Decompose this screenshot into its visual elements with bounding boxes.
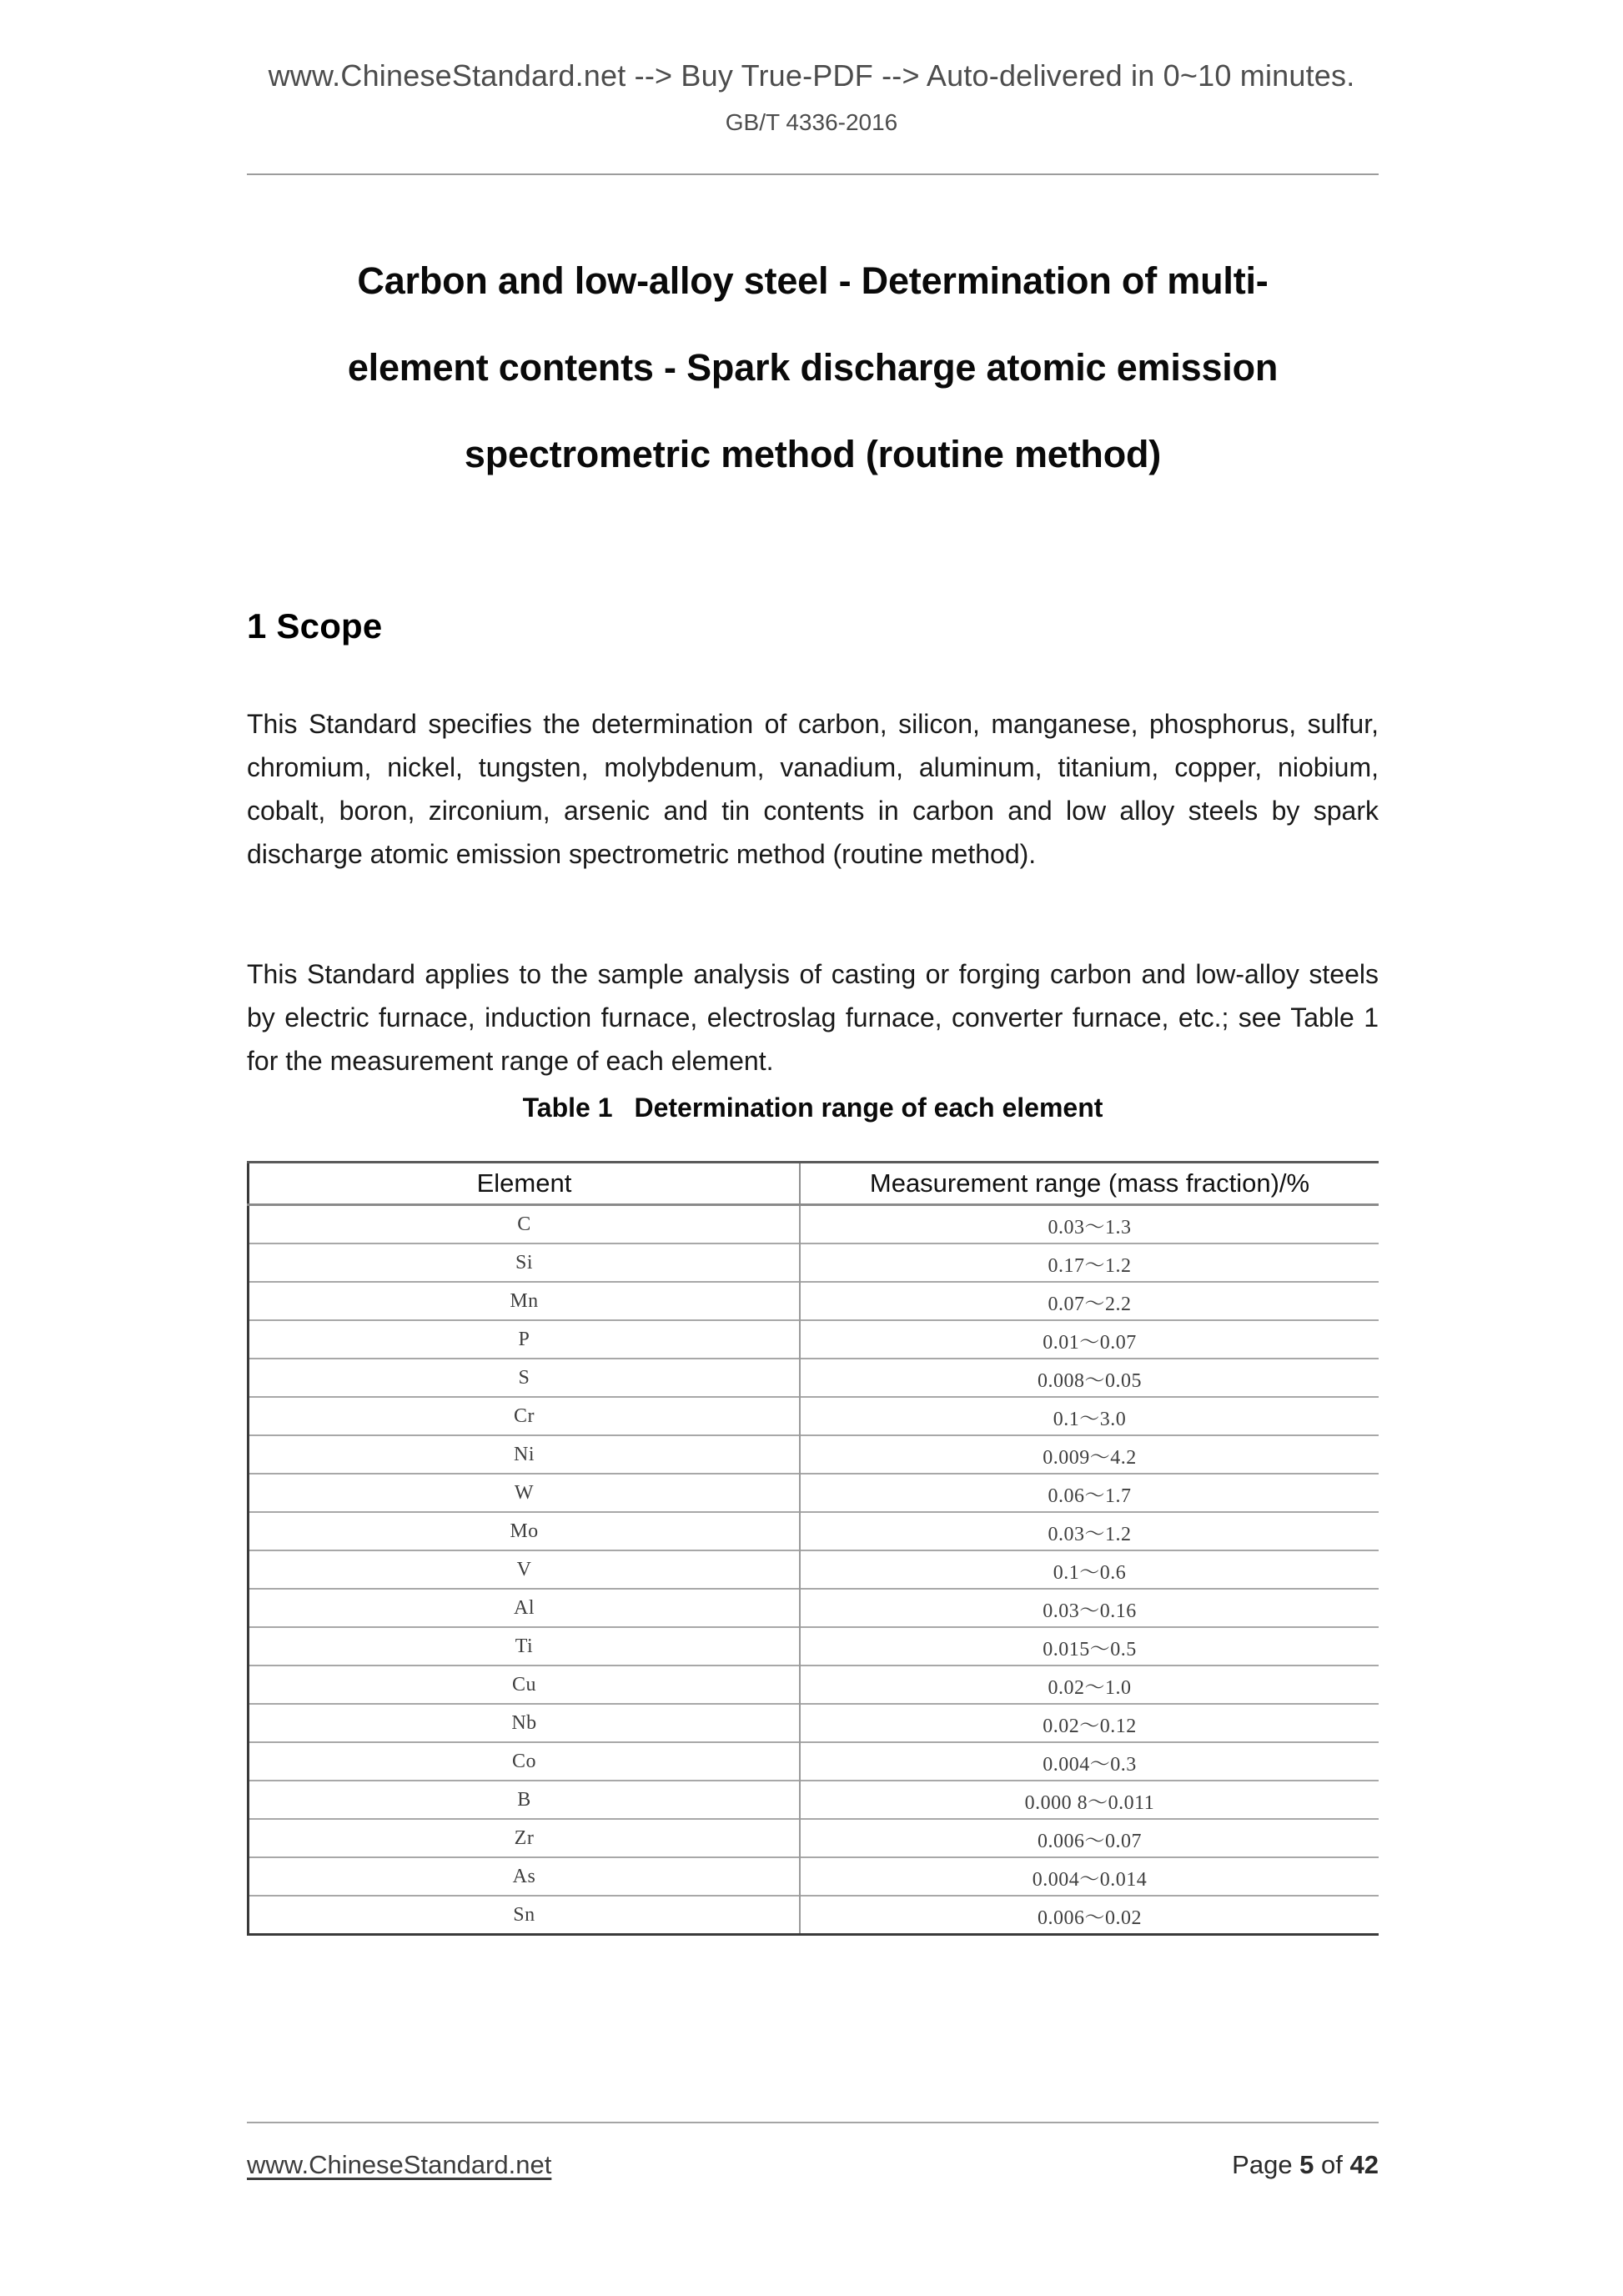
page-title-line-3: spectrometric method (routine method) xyxy=(464,433,1162,476)
determination-range-table xyxy=(247,1161,1379,1936)
cell-element: W xyxy=(249,1474,800,1512)
cell-measurement-range: 0.015～0.5 xyxy=(800,1627,1379,1665)
page-header xyxy=(0,57,1623,138)
cell-measurement-range: 0.004～0.014 xyxy=(800,1857,1379,1896)
table-row xyxy=(249,1819,1379,1857)
cell-element: Zr xyxy=(249,1819,800,1857)
cell-element: Ti xyxy=(249,1627,800,1665)
total-pages-value: 42 xyxy=(1349,2150,1379,2179)
cell-measurement-range: 0.02～1.0 xyxy=(800,1665,1379,1704)
cell-measurement-range: 0.004～0.3 xyxy=(800,1742,1379,1781)
cell-measurement-range: 0.02～0.12 xyxy=(800,1704,1379,1742)
cell-element: Ni xyxy=(249,1435,800,1474)
cell-measurement-range: 0.006～0.07 xyxy=(800,1819,1379,1857)
cell-element: Cr xyxy=(249,1397,800,1435)
cell-measurement-range: 0.03～1.2 xyxy=(800,1512,1379,1550)
cell-measurement-range: 0.000 8～0.011 xyxy=(800,1781,1379,1819)
scope-paragraph-2: This Standard applies to the sample analysis of casting or forging carbon and low-alloy steels by electric furnace, induction furnace, electroslag furnace, converter furnace, etc.; see Table 1 for the measurement range of each element. xyxy=(247,959,1379,1076)
table-body xyxy=(249,1205,1379,1935)
table-row xyxy=(249,1627,1379,1665)
footer-page-number xyxy=(1232,2150,1379,2180)
cell-element: As xyxy=(249,1857,800,1896)
cell-element: Sn xyxy=(249,1896,800,1935)
table-row xyxy=(249,1320,1379,1359)
column-header-element: Element xyxy=(249,1163,800,1205)
cell-measurement-range: 0.009～4.2 xyxy=(800,1435,1379,1474)
table-caption-text: Determination range of each element xyxy=(634,1093,1103,1123)
cell-measurement-range: 0.1～0.6 xyxy=(800,1550,1379,1589)
cell-element: V xyxy=(249,1550,800,1589)
cell-element: S xyxy=(249,1359,800,1397)
cell-measurement-range: 0.008～0.05 xyxy=(800,1359,1379,1397)
table-header-row xyxy=(249,1163,1379,1205)
table-caption xyxy=(247,1093,1379,1123)
cell-element: Co xyxy=(249,1742,800,1781)
cell-element: C xyxy=(249,1205,800,1244)
promo-banner-text: www.ChineseStandard.net --> Buy True-PDF --> Auto-delivered in 0~10 minutes. xyxy=(268,58,1355,93)
table-row xyxy=(249,1512,1379,1550)
table-row xyxy=(249,1857,1379,1896)
table-row xyxy=(249,1474,1379,1512)
table-row xyxy=(249,1589,1379,1627)
table-row xyxy=(249,1397,1379,1435)
page-title xyxy=(247,238,1379,498)
cell-measurement-range: 0.01～0.07 xyxy=(800,1320,1379,1359)
cell-element: Cu xyxy=(249,1665,800,1704)
table-caption-label: Table 1 xyxy=(522,1093,613,1123)
cell-measurement-range: 0.17～1.2 xyxy=(800,1243,1379,1282)
scope-paragraph-1: This Standard specifies the determination of carbon, silicon, manganese, phosphorus, sulfur, chromium, nickel, tungsten, molybdenum, vanadium, aluminum, titanium, copper, niobium, cobalt, boron, zirconium, arsenic and tin contents in carbon and low alloy steels by spark discharge atomic emission spectrometric method (routine method). xyxy=(247,709,1379,869)
table-row xyxy=(249,1435,1379,1474)
table-row xyxy=(249,1359,1379,1397)
cell-measurement-range: 0.03～1.3 xyxy=(1048,1216,1132,1238)
standard-code-label: GB/T 4336-2016 xyxy=(725,108,898,135)
table-row xyxy=(249,1282,1379,1320)
table-row xyxy=(249,1665,1379,1704)
footer-site-link[interactable]: www.ChineseStandard.net xyxy=(247,2150,552,2179)
table-row xyxy=(249,1243,1379,1282)
section-heading-scope: 1 Scope xyxy=(247,605,383,646)
cell-measurement-range: 0.03～0.16 xyxy=(800,1589,1379,1627)
cell-element: Mn xyxy=(249,1282,800,1320)
cell-element: Al xyxy=(249,1589,800,1627)
current-page-value: 5 xyxy=(1299,2150,1314,2179)
cell-measurement-range: 0.07～2.2 xyxy=(800,1282,1379,1320)
cell-measurement-range: 0.006～0.02 xyxy=(800,1896,1379,1935)
header-divider xyxy=(247,173,1379,175)
page-title-line-1: Carbon and low-alloy steel - Determination of multi- xyxy=(357,259,1269,303)
table-row xyxy=(249,1742,1379,1781)
table-row xyxy=(249,1205,1379,1244)
table-row xyxy=(249,1781,1379,1819)
table-head xyxy=(249,1163,1379,1205)
cell-element: Mo xyxy=(249,1512,800,1550)
cell-measurement-range: 0.1～3.0 xyxy=(800,1397,1379,1435)
page-title-line-2: element contents - Spark discharge atomic emission xyxy=(347,346,1279,389)
cell-element: P xyxy=(249,1320,800,1359)
cell-element: B xyxy=(249,1781,800,1819)
cell-measurement-range: 0.06～1.7 xyxy=(800,1474,1379,1512)
determination-range-table-wrapper xyxy=(247,1161,1379,1936)
table-row xyxy=(249,1704,1379,1742)
page-middle-label: of xyxy=(1314,2150,1350,2179)
cell-element: Si xyxy=(249,1243,800,1282)
footer-divider xyxy=(247,2122,1379,2123)
column-header-measurement-range: Measurement range (mass fraction)/% xyxy=(800,1163,1379,1205)
table-row xyxy=(249,1550,1379,1589)
cell-element: Nb xyxy=(249,1704,800,1742)
page-prefix-label: Page xyxy=(1232,2150,1300,2179)
table-row xyxy=(249,1896,1379,1935)
